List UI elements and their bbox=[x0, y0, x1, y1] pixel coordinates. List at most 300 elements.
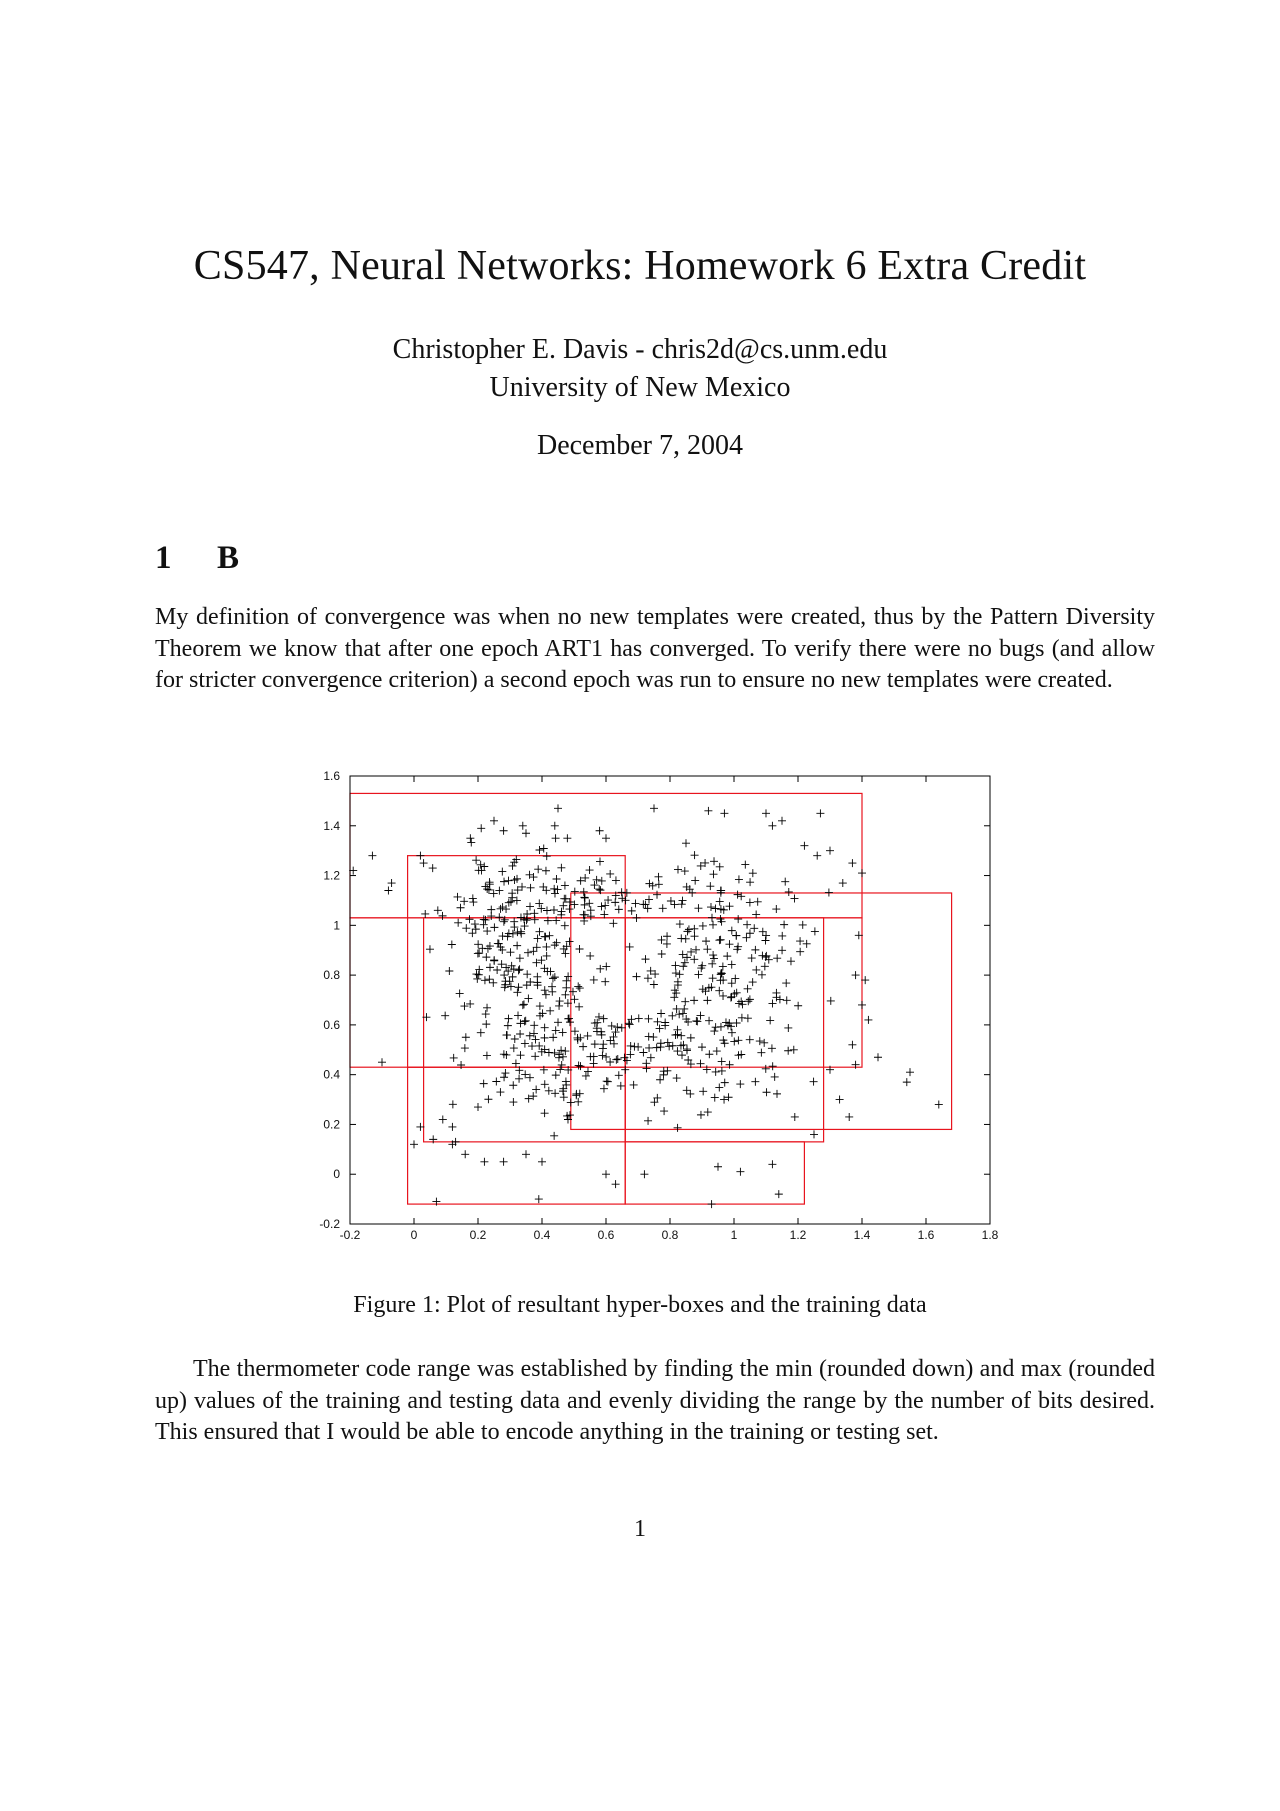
data-point bbox=[439, 912, 447, 920]
data-point bbox=[510, 1044, 518, 1052]
x-tick-label: 0.2 bbox=[469, 1228, 487, 1242]
data-point bbox=[656, 1076, 664, 1084]
data-point bbox=[460, 897, 468, 905]
data-point bbox=[477, 861, 485, 869]
data-point bbox=[598, 877, 606, 885]
data-point bbox=[691, 932, 699, 940]
data-point bbox=[858, 1001, 866, 1009]
data-point bbox=[520, 1000, 528, 1008]
data-point bbox=[562, 1078, 570, 1086]
data-point bbox=[935, 1101, 943, 1109]
data-point bbox=[678, 900, 686, 908]
data-point bbox=[751, 946, 759, 954]
data-point bbox=[596, 857, 604, 865]
data-point bbox=[785, 888, 793, 896]
data-point bbox=[760, 1039, 768, 1047]
data-point bbox=[421, 910, 429, 918]
data-point bbox=[485, 975, 493, 983]
data-point bbox=[513, 988, 521, 996]
data-point bbox=[574, 1098, 582, 1106]
data-point bbox=[502, 964, 510, 972]
data-point bbox=[613, 1023, 621, 1031]
data-point bbox=[827, 997, 835, 1005]
data-point bbox=[768, 1044, 776, 1052]
data-point bbox=[679, 897, 687, 905]
data-point bbox=[683, 1086, 691, 1094]
data-point bbox=[541, 1024, 549, 1032]
data-point bbox=[848, 1041, 856, 1049]
data-point bbox=[555, 1002, 563, 1010]
data-point bbox=[535, 928, 543, 936]
data-point bbox=[590, 976, 598, 984]
data-point bbox=[473, 975, 481, 983]
data-point bbox=[759, 928, 767, 936]
data-point bbox=[561, 949, 569, 957]
data-point bbox=[503, 1031, 511, 1039]
data-point bbox=[521, 1040, 529, 1048]
data-point bbox=[713, 1047, 721, 1055]
data-point bbox=[487, 906, 495, 914]
data-point bbox=[420, 859, 428, 867]
data-point bbox=[714, 1163, 722, 1171]
data-point bbox=[685, 925, 693, 933]
data-point bbox=[581, 901, 589, 909]
data-point bbox=[718, 1067, 726, 1075]
data-point bbox=[746, 898, 754, 906]
data-point bbox=[557, 864, 565, 872]
data-point bbox=[559, 1053, 567, 1061]
data-point bbox=[500, 878, 508, 886]
data-point bbox=[600, 1085, 608, 1093]
data-point bbox=[773, 1090, 781, 1098]
data-point bbox=[612, 1028, 620, 1036]
data-point bbox=[671, 961, 679, 969]
data-point bbox=[746, 878, 754, 886]
data-point bbox=[791, 1113, 799, 1121]
y-tick-label: 0.6 bbox=[323, 1017, 340, 1032]
y-tick-label: 0.8 bbox=[323, 968, 340, 983]
data-point bbox=[509, 1081, 517, 1089]
author-line: Christopher E. Davis - chris2d@cs.unm.edu bbox=[392, 334, 888, 365]
data-point bbox=[845, 1113, 853, 1121]
data-point bbox=[650, 804, 658, 812]
data-point bbox=[448, 940, 456, 948]
data-point bbox=[609, 919, 617, 927]
data-point bbox=[710, 1027, 718, 1035]
data-point bbox=[569, 988, 577, 996]
data-point bbox=[720, 1096, 728, 1104]
data-point bbox=[477, 824, 485, 832]
data-point bbox=[761, 962, 769, 970]
data-point bbox=[533, 943, 541, 951]
data-point bbox=[529, 873, 537, 881]
data-point bbox=[461, 1150, 469, 1158]
data-point bbox=[748, 954, 756, 962]
data-point bbox=[711, 1094, 719, 1102]
data-point bbox=[709, 951, 717, 959]
hyperbox-layer bbox=[350, 793, 952, 1204]
data-point bbox=[490, 923, 498, 931]
data-point bbox=[643, 1064, 651, 1072]
data-point bbox=[705, 1050, 713, 1058]
data-point bbox=[543, 852, 551, 860]
data-point bbox=[575, 1003, 583, 1011]
data-point bbox=[874, 1053, 882, 1061]
data-point bbox=[703, 945, 711, 953]
data-point bbox=[623, 889, 631, 897]
y-tick-label: 1.4 bbox=[323, 818, 340, 833]
data-point bbox=[734, 891, 742, 899]
data-point bbox=[720, 809, 728, 817]
y-tick-label: 1 bbox=[333, 918, 340, 933]
data-point bbox=[644, 904, 652, 912]
axes-layer bbox=[319, 769, 998, 1242]
data-point bbox=[598, 1052, 606, 1060]
data-point bbox=[644, 974, 652, 982]
data-point bbox=[499, 903, 507, 911]
data-point bbox=[825, 889, 833, 897]
plot-frame bbox=[350, 776, 990, 1224]
paragraph-convergence: My definition of convergence was when no new templates were created, thus by the Pattern Diversity Theorem we know that after one epoch ART1 has converged. To verify there were no bugs (and allow for stricter convergence criterion) a second epoch was run to ensure no new templates were created. bbox=[155, 604, 1155, 693]
data-point bbox=[752, 966, 760, 974]
data-point bbox=[576, 1090, 584, 1098]
data-point bbox=[475, 971, 483, 979]
data-point bbox=[663, 932, 671, 940]
data-point bbox=[645, 896, 653, 904]
data-point bbox=[741, 861, 749, 869]
data-point bbox=[811, 927, 819, 935]
data-point bbox=[566, 905, 574, 913]
paper-title: CS547, Neural Networks: Homework 6 Extra Credit bbox=[193, 243, 1087, 289]
data-point bbox=[658, 950, 666, 958]
data-point bbox=[590, 1060, 598, 1068]
data-point bbox=[378, 1058, 386, 1066]
data-point bbox=[541, 933, 549, 941]
data-point bbox=[601, 978, 609, 986]
data-point bbox=[631, 900, 639, 908]
data-point bbox=[614, 1055, 622, 1063]
data-point bbox=[500, 1073, 508, 1081]
data-point bbox=[671, 1031, 679, 1039]
data-point bbox=[456, 989, 464, 997]
data-point bbox=[434, 906, 442, 914]
author-block bbox=[0, 331, 1280, 407]
data-point bbox=[457, 904, 465, 912]
data-point bbox=[449, 1100, 457, 1108]
data-point bbox=[781, 878, 789, 886]
data-point bbox=[858, 869, 866, 877]
data-point bbox=[778, 817, 786, 825]
data-point bbox=[618, 1024, 626, 1032]
data-point bbox=[728, 927, 736, 935]
data-point bbox=[542, 943, 550, 951]
data-point bbox=[645, 880, 653, 888]
data-point bbox=[709, 921, 717, 929]
data-point bbox=[733, 989, 741, 997]
data-point bbox=[497, 905, 505, 913]
data-point bbox=[575, 1061, 583, 1069]
data-point bbox=[504, 967, 512, 975]
data-point bbox=[715, 1083, 723, 1091]
data-point bbox=[746, 995, 754, 1003]
data-point bbox=[533, 973, 541, 981]
data-point bbox=[519, 1001, 527, 1009]
data-point bbox=[515, 1075, 523, 1083]
data-point bbox=[725, 1093, 733, 1101]
data-point bbox=[579, 1043, 587, 1051]
data-point bbox=[517, 1051, 525, 1059]
data-point bbox=[521, 1017, 529, 1025]
data-point bbox=[718, 970, 726, 978]
data-point bbox=[526, 1032, 534, 1040]
data-point bbox=[454, 919, 462, 927]
data-point bbox=[712, 1068, 720, 1076]
data-point bbox=[541, 1109, 549, 1117]
y-tick-label: -0.2 bbox=[319, 1217, 340, 1231]
data-point bbox=[600, 1015, 608, 1023]
data-point bbox=[647, 1054, 655, 1062]
data-point bbox=[553, 875, 561, 883]
hyperbox bbox=[424, 918, 626, 1142]
data-point bbox=[482, 953, 490, 961]
data-point bbox=[546, 1007, 554, 1015]
data-point bbox=[483, 1052, 491, 1060]
data-point bbox=[710, 857, 718, 865]
data-point bbox=[679, 962, 687, 970]
data-point bbox=[510, 965, 518, 973]
data-point bbox=[516, 954, 524, 962]
data-point bbox=[507, 983, 515, 991]
data-point bbox=[744, 985, 752, 993]
data-point bbox=[639, 1049, 647, 1057]
data-point bbox=[611, 898, 619, 906]
data-point bbox=[602, 1053, 610, 1061]
data-point bbox=[709, 974, 717, 982]
data-point bbox=[466, 915, 474, 923]
data-point bbox=[482, 1020, 490, 1028]
data-point bbox=[586, 952, 594, 960]
y-tick-label: 0 bbox=[333, 1167, 340, 1182]
data-point bbox=[524, 994, 532, 1002]
data-point bbox=[552, 1026, 560, 1034]
data-point bbox=[596, 965, 604, 973]
data-point bbox=[678, 1051, 686, 1059]
data-point bbox=[584, 1032, 592, 1040]
data-point bbox=[480, 915, 488, 923]
data-point bbox=[657, 1010, 665, 1018]
data-point bbox=[635, 1014, 643, 1022]
data-point bbox=[439, 1115, 447, 1123]
data-point bbox=[672, 969, 680, 977]
data-point bbox=[667, 897, 675, 905]
data-point bbox=[500, 918, 508, 926]
data-point bbox=[681, 867, 689, 875]
data-point bbox=[426, 945, 434, 953]
data-point bbox=[576, 984, 584, 992]
data-point bbox=[743, 921, 751, 929]
data-point bbox=[517, 928, 525, 936]
data-point bbox=[731, 975, 739, 983]
data-point bbox=[735, 1000, 743, 1008]
data-point bbox=[496, 1088, 504, 1096]
data-point bbox=[742, 934, 750, 942]
data-point bbox=[536, 1002, 544, 1010]
data-point bbox=[454, 893, 462, 901]
data-point bbox=[570, 995, 578, 1003]
data-point bbox=[744, 1014, 752, 1022]
data-point bbox=[816, 809, 824, 817]
data-point bbox=[707, 903, 715, 911]
data-point bbox=[663, 940, 671, 948]
data-point bbox=[692, 946, 700, 954]
data-point bbox=[477, 1029, 485, 1037]
data-point bbox=[462, 924, 470, 932]
data-point bbox=[716, 898, 724, 906]
data-point bbox=[674, 1124, 682, 1132]
data-point bbox=[677, 934, 685, 942]
data-point bbox=[515, 983, 523, 991]
data-point bbox=[641, 955, 649, 963]
data-point bbox=[784, 1024, 792, 1032]
data-point bbox=[552, 1071, 560, 1079]
data-point bbox=[608, 1022, 616, 1030]
data-point bbox=[772, 989, 780, 997]
data-point bbox=[450, 1054, 458, 1062]
data-point bbox=[543, 952, 551, 960]
data-point bbox=[606, 1058, 614, 1066]
data-point bbox=[561, 881, 569, 889]
data-point bbox=[839, 879, 847, 887]
data-point bbox=[584, 1068, 592, 1076]
data-point bbox=[602, 1170, 610, 1178]
data-point bbox=[612, 1180, 620, 1188]
data-point bbox=[723, 952, 731, 960]
paper-date: December 7, 2004 bbox=[536, 430, 744, 461]
data-point bbox=[673, 1026, 681, 1034]
data-point bbox=[603, 1077, 611, 1085]
data-point bbox=[659, 904, 667, 912]
data-point bbox=[778, 932, 786, 940]
data-point bbox=[482, 1010, 490, 1018]
data-point bbox=[480, 1158, 488, 1166]
data-point bbox=[690, 996, 698, 1004]
data-point bbox=[650, 981, 658, 989]
data-point bbox=[510, 918, 518, 926]
data-point bbox=[783, 996, 791, 1004]
data-point bbox=[513, 942, 521, 950]
data-point bbox=[448, 1123, 456, 1131]
data-point bbox=[509, 1098, 517, 1106]
data-point bbox=[593, 1024, 601, 1032]
data-point bbox=[469, 894, 477, 902]
data-point bbox=[790, 895, 798, 903]
data-point bbox=[703, 996, 711, 1004]
data-point bbox=[567, 1098, 575, 1106]
data-point bbox=[600, 910, 608, 918]
data-point bbox=[615, 905, 623, 913]
data-point bbox=[738, 1014, 746, 1022]
data-point bbox=[718, 1058, 726, 1066]
data-point bbox=[784, 1047, 792, 1055]
data-point bbox=[736, 1168, 744, 1176]
data-point bbox=[571, 888, 579, 896]
data-point bbox=[622, 896, 630, 904]
data-point bbox=[472, 925, 480, 933]
data-point bbox=[490, 817, 498, 825]
data-point bbox=[708, 960, 716, 968]
data-point bbox=[706, 882, 714, 890]
data-point bbox=[673, 1047, 681, 1055]
data-point bbox=[612, 876, 620, 884]
data-point bbox=[522, 829, 530, 837]
data-point bbox=[660, 1107, 668, 1115]
data-point bbox=[462, 1033, 470, 1041]
data-point bbox=[657, 1043, 665, 1051]
x-tick-label: 0 bbox=[410, 1228, 418, 1242]
data-point bbox=[665, 1042, 673, 1050]
data-point bbox=[655, 873, 663, 881]
data-point bbox=[466, 1000, 474, 1008]
x-tick-label: -0.2 bbox=[339, 1228, 361, 1242]
data-point bbox=[687, 948, 695, 956]
data-point bbox=[787, 957, 795, 965]
data-point bbox=[562, 984, 570, 992]
data-point bbox=[773, 954, 781, 962]
data-point bbox=[649, 882, 657, 890]
data-point bbox=[769, 1062, 777, 1070]
data-point bbox=[586, 866, 594, 874]
data-point bbox=[538, 1158, 546, 1166]
data-point bbox=[480, 1080, 488, 1088]
data-point bbox=[826, 847, 834, 855]
data-point bbox=[645, 1044, 653, 1052]
data-point bbox=[599, 1044, 607, 1052]
data-point bbox=[810, 1078, 818, 1086]
data-point bbox=[585, 899, 593, 907]
data-point bbox=[677, 1032, 685, 1040]
data-point bbox=[441, 1012, 449, 1020]
data-point bbox=[506, 948, 514, 956]
data-point bbox=[490, 956, 498, 964]
data-point bbox=[717, 969, 725, 977]
data-point bbox=[775, 1190, 783, 1198]
data-point bbox=[501, 1069, 509, 1077]
data-point bbox=[561, 1047, 569, 1055]
data-point bbox=[645, 1033, 653, 1041]
x-tick-label: 1.8 bbox=[981, 1228, 999, 1242]
data-point bbox=[641, 901, 649, 909]
data-point bbox=[653, 1044, 661, 1052]
data-point bbox=[676, 920, 684, 928]
data-point bbox=[674, 866, 682, 874]
data-point bbox=[768, 1160, 776, 1168]
data-point bbox=[543, 907, 551, 915]
data-point bbox=[582, 1072, 590, 1080]
data-point bbox=[683, 927, 691, 935]
data-point bbox=[551, 822, 559, 830]
data-point bbox=[758, 952, 766, 960]
data-point bbox=[472, 856, 480, 864]
data-point bbox=[527, 884, 535, 892]
data-point bbox=[754, 898, 762, 906]
data-point bbox=[535, 899, 543, 907]
data-point bbox=[534, 935, 542, 943]
data-point bbox=[535, 1195, 543, 1203]
data-point bbox=[526, 871, 534, 879]
data-point bbox=[516, 1030, 524, 1038]
data-point bbox=[771, 1073, 779, 1081]
data-point bbox=[590, 881, 598, 889]
